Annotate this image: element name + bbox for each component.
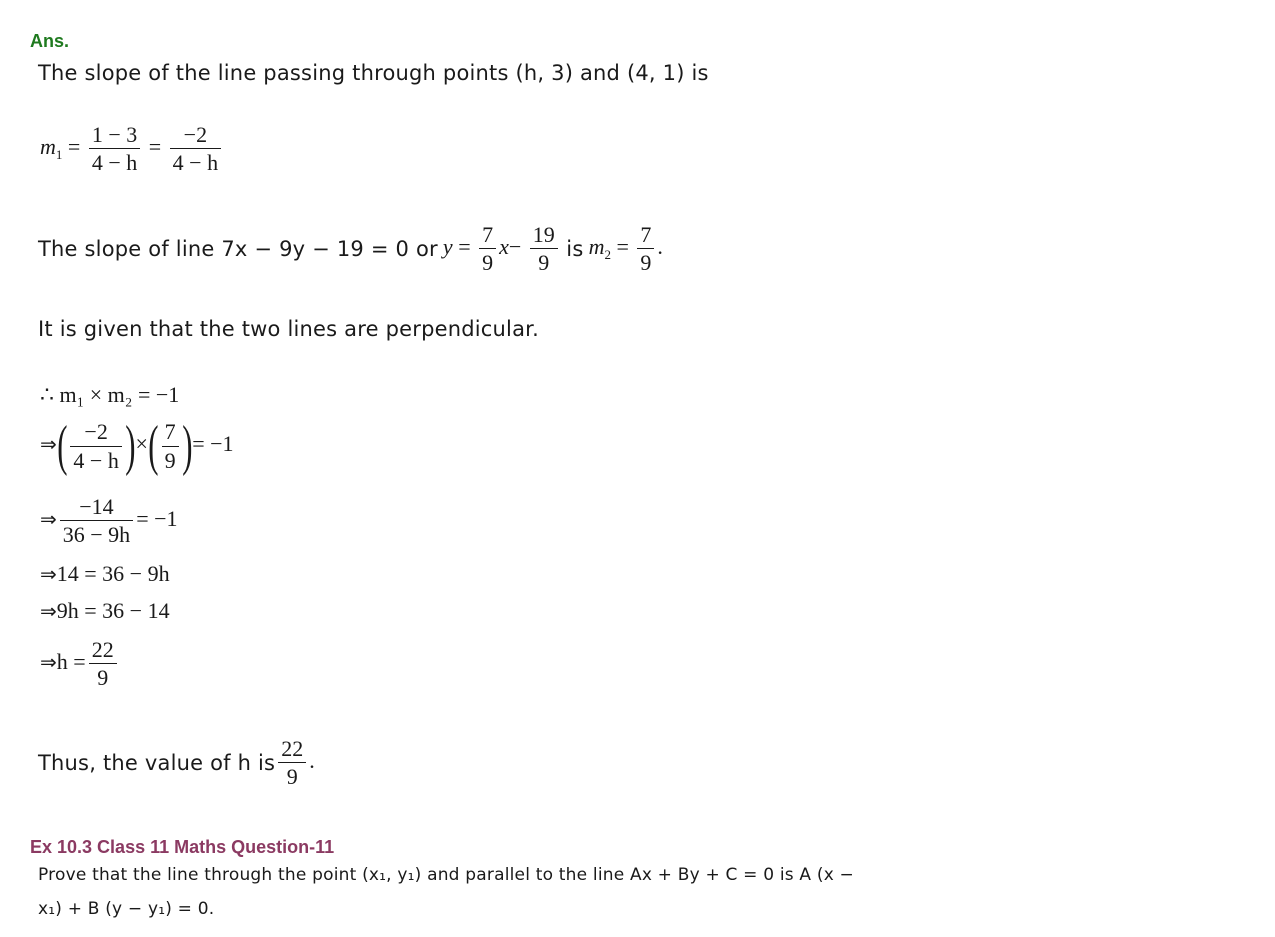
- x-symbol: x: [499, 233, 509, 259]
- line-slope-fraction-2: [530, 222, 558, 276]
- m1-fraction-1-num: 1 − 3: [89, 122, 140, 149]
- step-2-fraction-1-den: 4 − h: [73, 447, 119, 473]
- step-2: ⇒( $\frac{-2}{4 - h}$ )×( $\frac{7}{9}$ )= −1: [40, 415, 234, 477]
- question-line-1: Prove that the line through the point (x₁, y₁) and parallel to the line Ax + By + C = 0 is A (x −: [38, 865, 855, 885]
- step-3-fraction-den: 36 − 9h: [62, 522, 131, 548]
- question-heading: Ex 10.3 Class 11 Maths Question-11: [30, 837, 335, 857]
- m1-fraction-2-den: 4 − h: [172, 150, 219, 176]
- step-4: [40, 561, 170, 587]
- implies-arrow-icon: ⇒: [40, 599, 57, 623]
- step-3-fraction-num: −14: [60, 494, 133, 521]
- line-slope-fraction-1-den: 9: [482, 250, 494, 276]
- implies-arrow-icon: ⇒: [40, 432, 57, 457]
- line-slope-text: The slope of line 7x − 9y − 19 = 0 or: [38, 236, 438, 261]
- answer-heading: Ans.: [30, 31, 70, 51]
- m1-subscript: 1: [55, 146, 63, 162]
- line-slope-fraction-3-num: 7: [637, 222, 654, 249]
- conclusion-fraction: [278, 736, 306, 790]
- line-slope-row: The slope of line 7x − 9y − 19 = 0 or y = $\frac{7}{9}$ x− $\frac{19}{9}$ is $m_2$ = $\frac{7}{9}$ .: [38, 222, 663, 276]
- step-2-fraction-2: [162, 419, 179, 473]
- conclusion-row: Thus, the value of h is $\frac{22}{9}$ .: [38, 736, 315, 790]
- intro-text: The slope of the line passing through points (h, 3) and (4, 1) is: [38, 61, 709, 85]
- step-5-text: 9h = 36 − 14: [56, 598, 170, 623]
- step-2-rhs: = −1: [192, 431, 234, 457]
- given-text: It is given that the two lines are perpendicular.: [38, 317, 539, 341]
- m1-fraction-2-num: −2: [170, 122, 221, 149]
- step-3-rhs: = −1: [136, 505, 178, 531]
- m2-subscript: 2: [604, 246, 611, 262]
- line-slope-fraction-3-den: 9: [640, 250, 652, 276]
- m1-fraction-2: [170, 122, 221, 176]
- is-text: is: [566, 236, 584, 261]
- step-1: ∴ m₁ × m₂ = −1: [40, 382, 180, 407]
- line-slope-fraction-2-den: 9: [538, 250, 550, 276]
- step-6-lhs: h =: [56, 648, 86, 674]
- line-slope-fraction-2-num: 19: [530, 222, 558, 249]
- implies-arrow-icon: ⇒: [40, 562, 57, 586]
- step-2-fraction-2-num: 7: [162, 419, 179, 446]
- step-2-fraction-1: [70, 419, 121, 473]
- step-2-fraction-1-num: −2: [70, 419, 121, 446]
- step-6-fraction: [89, 637, 117, 691]
- step-6-fraction-num: 22: [89, 637, 117, 664]
- m1-symbol: m: [40, 133, 56, 159]
- conclusion-fraction-num: 22: [278, 736, 306, 763]
- conclusion-text: Thus, the value of h is: [38, 750, 276, 775]
- m1-fraction-1-den: 4 − h: [91, 150, 138, 176]
- line-slope-fraction-3: [637, 222, 654, 276]
- step-6-fraction-den: 9: [97, 665, 109, 691]
- line-slope-fraction-1-num: 7: [479, 222, 496, 249]
- step-3-fraction: [60, 494, 133, 548]
- conclusion-fraction-den: 9: [286, 764, 298, 790]
- step-6: [40, 637, 120, 691]
- implies-arrow-icon: ⇒: [40, 506, 57, 531]
- step-2-fraction-2-den: 9: [164, 447, 176, 473]
- m1-fraction-1: [89, 122, 140, 176]
- step-3: [40, 494, 178, 548]
- m2-symbol: m: [588, 233, 605, 259]
- question-line-2: x₁) + B (y − y₁) = 0.: [38, 899, 215, 919]
- step-5: [40, 598, 170, 624]
- step-4-text: 14 = 36 − 9h: [56, 561, 170, 586]
- m1-equation: $m_1$ = $\frac{1 - 3}{4 - h}$ = $\frac{-2}{4 - h}$: [40, 122, 224, 176]
- y-symbol: y: [442, 233, 453, 259]
- implies-arrow-icon: ⇒: [40, 649, 57, 674]
- line-slope-fraction-1: [479, 222, 496, 276]
